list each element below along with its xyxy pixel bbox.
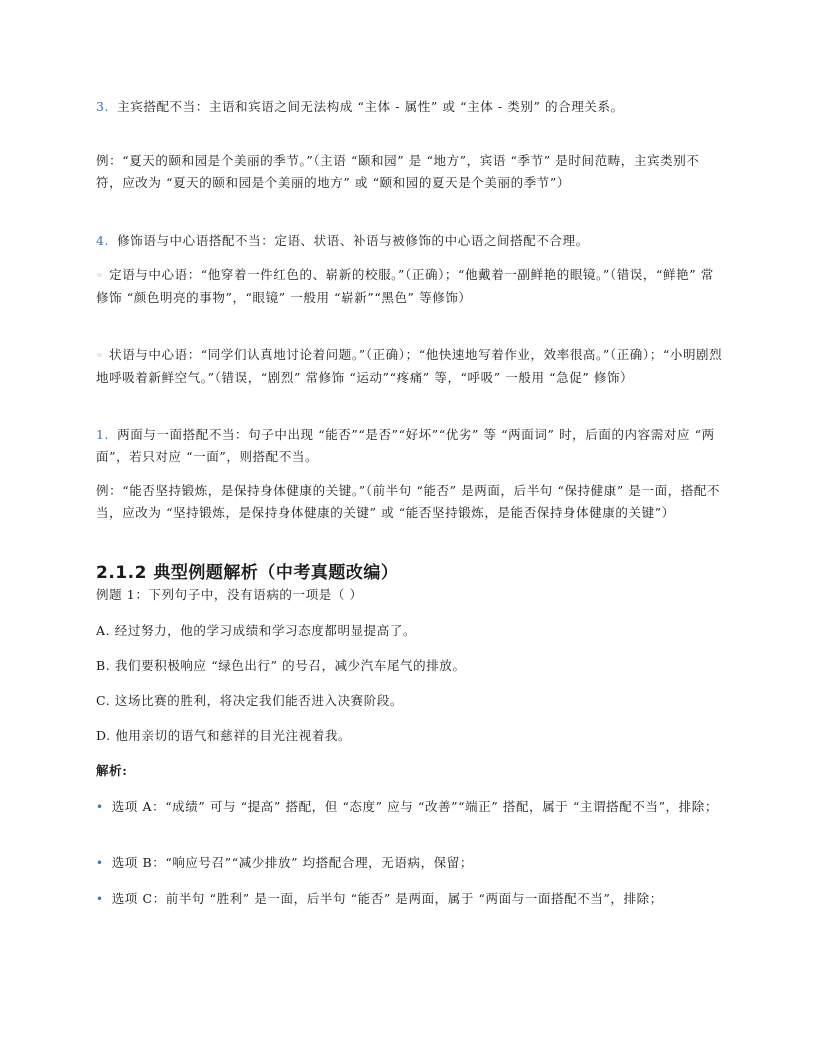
rule-4-paragraph (96, 230, 724, 252)
rule-3-example-text: 例：“夏天的颐和园是个美丽的季节。”（主语 “颐和园” 是 “地方”，宾语 “季节” 是时间范畴，主宾类别不符，应改为 “夏天的颐和园是个美丽的地方” 或 “颐和园的夏天是个美丽的季节”） (96, 153, 700, 190)
section-heading: 2.1.2 典型例题解析（中考真题改编） (96, 563, 399, 583)
analysis-label: 解析: (96, 763, 128, 778)
two-sides-example-text: 例：“能否坚持锻炼，是保持身体健康的关键。”（前半句 “能否” 是两面，后半句 “保持健康” 是一面，搭配不当，应改为 “坚持锻炼，是保持身体健康的关键” 或 “能否坚持锻炼，是能否保持身体健康的关键”） (96, 483, 721, 520)
rule-4-text: 修饰语与中心语搭配不当：定语、状语、补语与被修饰的中心语之间搭配不合理。 (117, 233, 589, 248)
list-number: 4. (96, 233, 110, 248)
adverbial-subitem (96, 344, 724, 389)
analysis-item-text: 选项 A：“成绩” 可与 “提高” 搭配，但 “态度” 应与 “改善”“端正” 搭配，属于 “主谓搭配不当”，排除； (111, 799, 718, 814)
list-number: 1. (96, 427, 110, 442)
analysis-item-c (96, 888, 724, 910)
two-sides-rule-text: 两面与一面搭配不当：句子中出现 “能否”“是否”“好坏”“优劣” 等 “两面词” 时，后面的内容需对应 “两面”，若只对应 “一面”，则搭配不当。 (96, 427, 715, 464)
rule-3-example (96, 150, 724, 194)
list-number: 3. (96, 99, 110, 114)
hollow-bullet-icon: ◦ (96, 349, 104, 362)
two-sides-rule-paragraph (96, 424, 724, 468)
bullet-icon: • (96, 856, 104, 870)
analysis-item-text: 选项 C：前半句 “胜利” 是一面，后半句 “能否” 是两面，属于 “两面与一面搭配不当”，排除； (111, 891, 663, 906)
option-c: C. 这场比赛的胜利，将决定我们能否进入决赛阶段。 (96, 693, 404, 708)
adverbial-subitem-text: 状语与中心语：“同学们认真地讨论着问题。”（正确）；“他快速地写着作业，效率很高。”（正确）；“小明剧烈地呼吸着新鲜空气。”（错误，“剧烈” 常修饰 “运动”“疼痛” 等，“呼吸” 一般用 “急促” 修饰） (96, 347, 723, 385)
two-sides-example (96, 480, 724, 524)
analysis-item-a (96, 796, 724, 818)
rule-3-text: 主宾搭配不当：主语和宾语之间无法构成 “主体 - 属性” 或 “主体 - 类别” 的合理关系。 (117, 99, 624, 114)
option-d: D. 他用亲切的语气和慈祥的目光注视着我。 (96, 728, 352, 743)
analysis-item-b (96, 852, 724, 874)
option-b: B. 我们要积极响应 “绿色出行” 的号召，减少汽车尾气的排放。 (96, 658, 466, 673)
bullet-icon: • (96, 800, 104, 814)
question-stem: 例题 1：下列句子中，没有语病的一项是（ ） (96, 587, 363, 602)
rule-3-paragraph (96, 96, 724, 118)
bullet-icon: • (96, 892, 104, 906)
attributive-subitem-text: 定语与中心语：“他穿着一件红色的、崭新的校服。”（正确）；“他戴着一副鲜艳的眼镜。”（错误，“鲜艳” 常修饰 “颜色明亮的事物”，“眼镜” 一般用 “崭新”“黑色” 等修饰） (96, 267, 714, 305)
attributive-subitem (96, 264, 724, 309)
hollow-bullet-icon: ◦ (96, 269, 104, 282)
analysis-item-text: 选项 B：“响应号召”“减少排放” 均搭配合理，无语病，保留； (111, 855, 473, 870)
option-a: A. 经过努力，他的学习成绩和学习态度都明显提高了。 (96, 623, 417, 638)
